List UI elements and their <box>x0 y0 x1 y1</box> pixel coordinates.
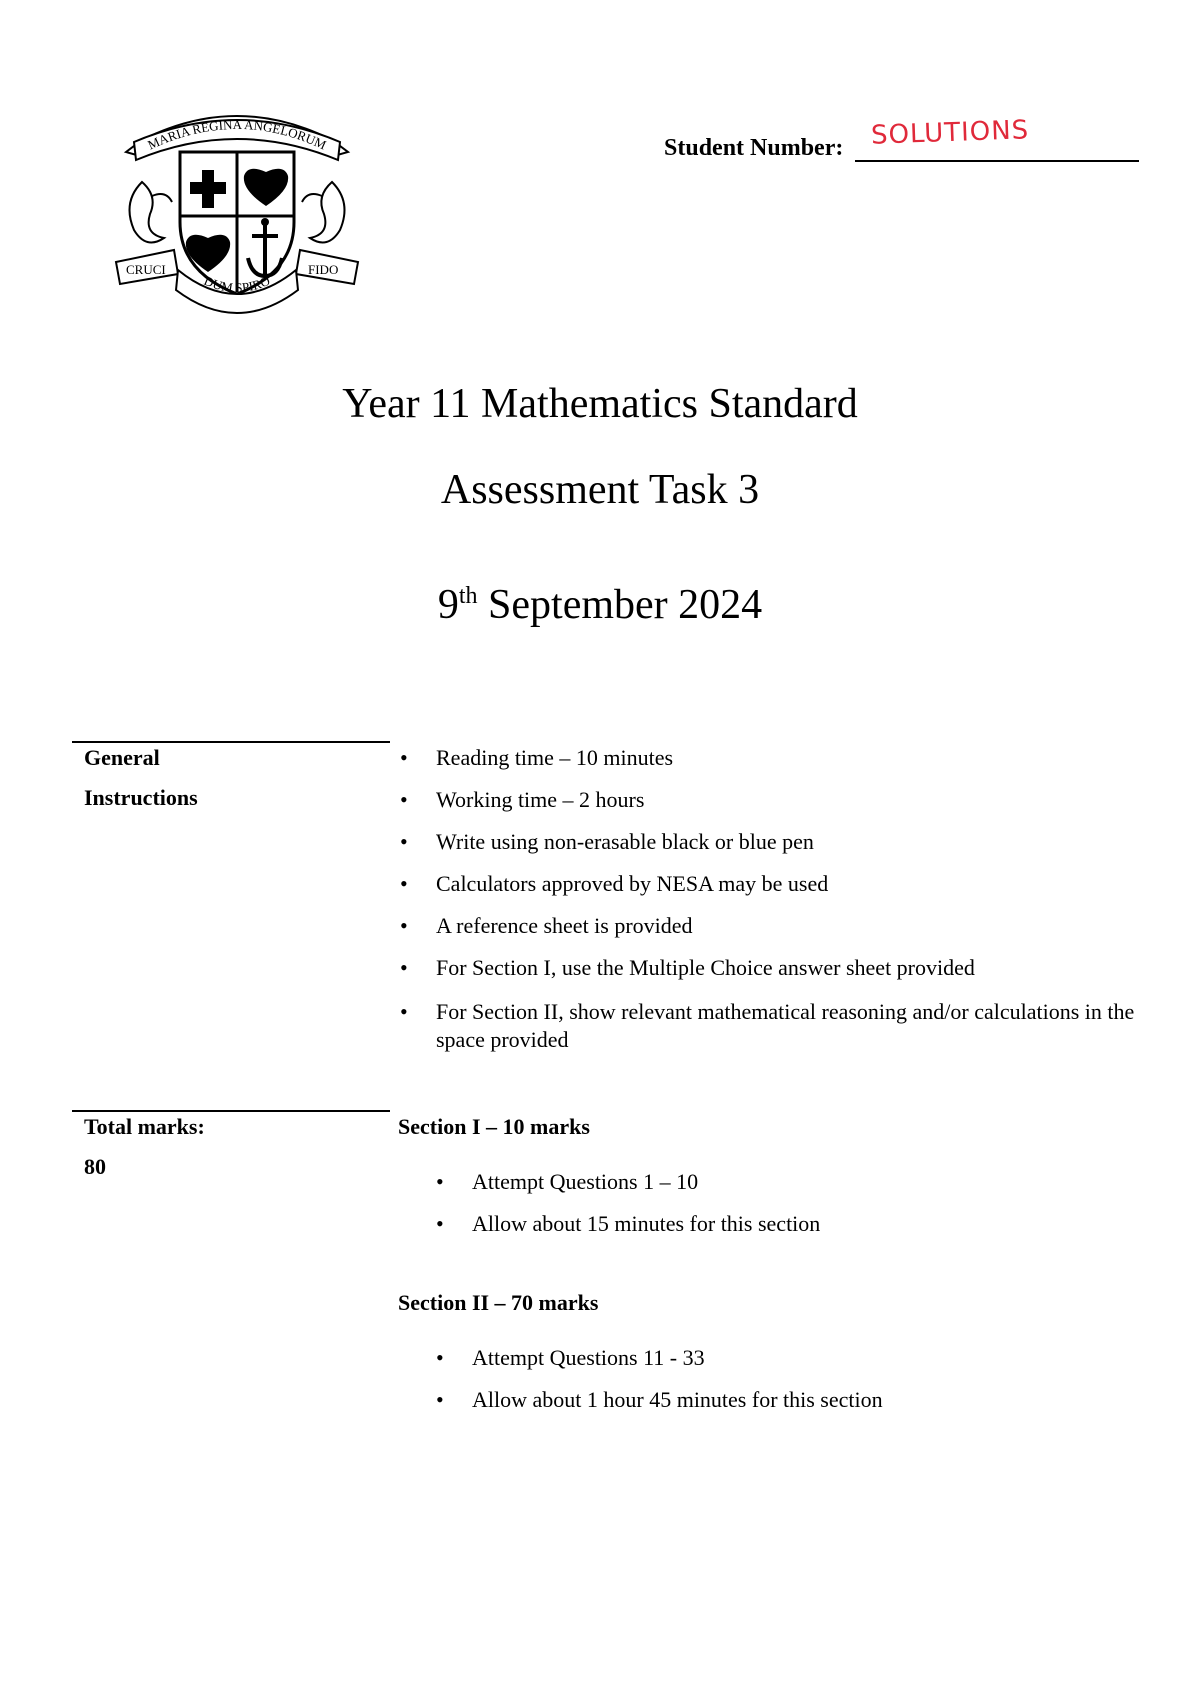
subject-title: Year 11 Mathematics Standard <box>342 381 858 427</box>
list-item: • Working time – 2 hours <box>398 786 1178 814</box>
date-day: 9 <box>437 582 459 628</box>
list-item: • A reference sheet is provided <box>398 912 1178 940</box>
list-item: • Reading time – 10 minutes <box>398 744 1178 772</box>
crest-motto-left: CRUCI <box>126 262 166 277</box>
crest-motto-bottom: DUM SPIRO <box>201 272 273 296</box>
general-instructions-label-1: General <box>84 745 160 770</box>
list-item: • Write using non-erasable black or blue pen <box>398 828 1178 856</box>
total-marks-value: 80 <box>84 1154 106 1179</box>
section-2-heading: Section II – 70 marks <box>398 1290 599 1315</box>
list-item: • Allow about 1 hour 45 minutes for this section <box>434 1386 1134 1414</box>
list-item: • For Section II, show relevant mathematical reasoning and/or calculations in the space provided <box>398 998 1178 1054</box>
school-crest-logo <box>112 112 362 318</box>
instructions-divider <box>72 741 390 743</box>
student-number-field[interactable] <box>855 115 1139 162</box>
marks-divider <box>72 1110 390 1112</box>
student-number-line <box>664 115 1139 162</box>
list-item: • For Section I, use the Multiple Choice answer sheet provided <box>398 954 1178 982</box>
list-item: • Attempt Questions 1 – 10 <box>434 1168 1134 1196</box>
list-item: • Attempt Questions 11 - 33 <box>434 1344 1134 1372</box>
date-suffix: th <box>458 583 478 609</box>
crest-motto-top: MARIA REGINA ANGELORUM <box>145 117 329 153</box>
student-number-handwritten-value: SOLUTIONS <box>870 115 1030 151</box>
general-instructions-label-2: Instructions <box>84 785 198 810</box>
section-2-list <box>434 1344 1134 1428</box>
section-1-heading: Section I – 10 marks <box>398 1114 590 1139</box>
general-instructions-list <box>398 744 1178 1054</box>
exam-date <box>0 572 1200 629</box>
task-title: Assessment Task 3 <box>440 467 760 513</box>
total-marks-label: Total marks: <box>84 1114 205 1139</box>
crest-motto-right: FIDO <box>308 262 339 277</box>
student-number-label: Student Number: <box>664 135 844 161</box>
list-item: • Allow about 15 minutes for this section <box>434 1210 1134 1238</box>
section-1-list <box>434 1168 1134 1252</box>
date-rest: September 2024 <box>488 582 763 628</box>
list-item: • Calculators approved by NESA may be used <box>398 870 1178 898</box>
